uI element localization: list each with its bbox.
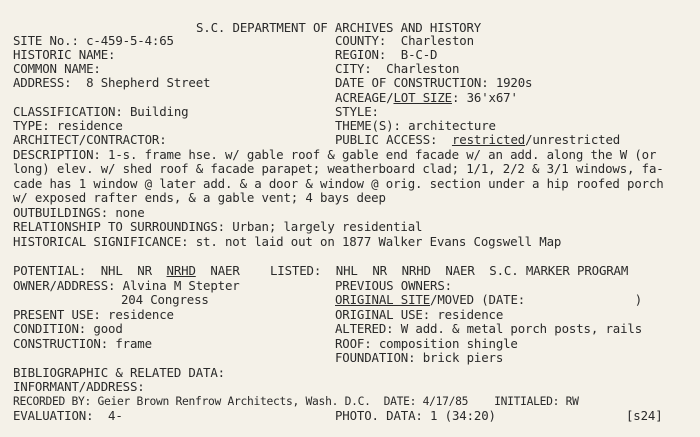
foundation: FOUNDATION: brick piers [335, 350, 504, 365]
public-access-unrestricted: /unrestricted [525, 132, 621, 147]
relationship-to-surroundings: RELATIONSHIP TO SURROUNDINGS: Urban; largely residential [13, 219, 423, 234]
historical-significance: HISTORICAL SIGNIFICANCE: st. not laid out on 1877 Walker Evans Cogswell Map [13, 234, 562, 249]
moved-date: /MOVED (DATE: ) [430, 292, 643, 307]
city: CITY: Charleston [335, 61, 460, 76]
description-line-1: DESCRIPTION: 1-s. frame hse. w/ gable roof & gable end facade w/ an add. along the W (or [13, 147, 657, 162]
potential [13, 264, 240, 278]
previous-owners: PREVIOUS OWNERS: [335, 278, 452, 293]
region: REGION: B-C-D [335, 47, 438, 62]
agency-header: S.C. DEPARTMENT OF ARCHIVES AND HISTORY [196, 20, 482, 35]
themes: THEME(S): architecture [335, 118, 496, 133]
photo-data: PHOTO. DATA: 1 (34:20) [335, 408, 496, 423]
public-access [335, 133, 620, 147]
card-code: [s24] [626, 408, 663, 423]
lot-size-value: : 36'x67' [451, 90, 518, 105]
date-of-construction: DATE OF CONSTRUCTION: 1920s [335, 75, 533, 90]
bibliographic-data: BIBLIOGRAPHIC & RELATED DATA: [13, 365, 225, 380]
informant-address: INFORMANT/ADDRESS: [13, 379, 145, 394]
historic-name: HISTORIC NAME: [13, 47, 116, 62]
construction: CONSTRUCTION: frame [13, 336, 152, 351]
common-name: COMMON NAME: [13, 61, 101, 76]
condition: CONDITION: good [13, 321, 123, 336]
recorded-by: RECORDED BY: Geier Brown Renfrow Architects, Wash. D.C. DATE: 4/17/85 INITIALED: RW [13, 395, 579, 408]
address: ADDRESS: 8 Shepherd Street [13, 75, 211, 90]
architect-contractor: ARCHITECT/CONTRACTOR: [13, 132, 167, 147]
acreage-label: ACREAGE/ [335, 90, 394, 105]
original-site-label: ORIGINAL SITE [335, 292, 431, 307]
lot-size-label: LOT SIZE [393, 90, 452, 105]
owner-address: OWNER/ADDRESS: Alvina M Stepter [13, 278, 240, 293]
description-line-2: long) elev. w/ shed roof & facade parapet; weatherboard clad; 1/1, 2/2 & 3/1 windows, fa- [13, 161, 664, 176]
listed: LISTED: NHL NR NRHD NAER S.C. MARKER PROGRAM [270, 263, 629, 278]
potential-label: POTENTIAL: NHL NR [13, 263, 167, 278]
owner-address-line-2: 204 Congress [121, 292, 209, 307]
potential-naer: NAER [195, 263, 240, 278]
site-number: SITE No.: c-459-5-4:65 [13, 33, 174, 48]
roof: ROOF: composition shingle [335, 336, 518, 351]
style: STYLE: [335, 104, 379, 119]
altered: ALTERED: W add. & metal porch posts, rails [335, 321, 643, 336]
original-use: ORIGINAL USE: residence [335, 307, 504, 322]
description-line-4: w/ exposed rafter ends, & a gable vent; 4 bays deep [13, 190, 386, 205]
public-access-label: PUBLIC ACCESS: [335, 132, 452, 147]
county: COUNTY: Charleston [335, 33, 474, 48]
evaluation: EVALUATION: 4- [13, 408, 123, 423]
present-use: PRESENT USE: residence [13, 307, 174, 322]
original-site-moved [335, 293, 642, 307]
type: TYPE: residence [13, 118, 123, 133]
public-access-restricted: restricted [451, 132, 526, 147]
acreage-lot-size [335, 91, 518, 105]
potential-nrhd: NRHD [166, 263, 196, 278]
classification: CLASSIFICATION: Building [13, 104, 189, 119]
outbuildings: OUTBUILDINGS: none [13, 205, 145, 220]
description-line-3: cade has 1 window @ later add. & a door & window @ orig. section under a hip roofed porch [13, 176, 664, 191]
